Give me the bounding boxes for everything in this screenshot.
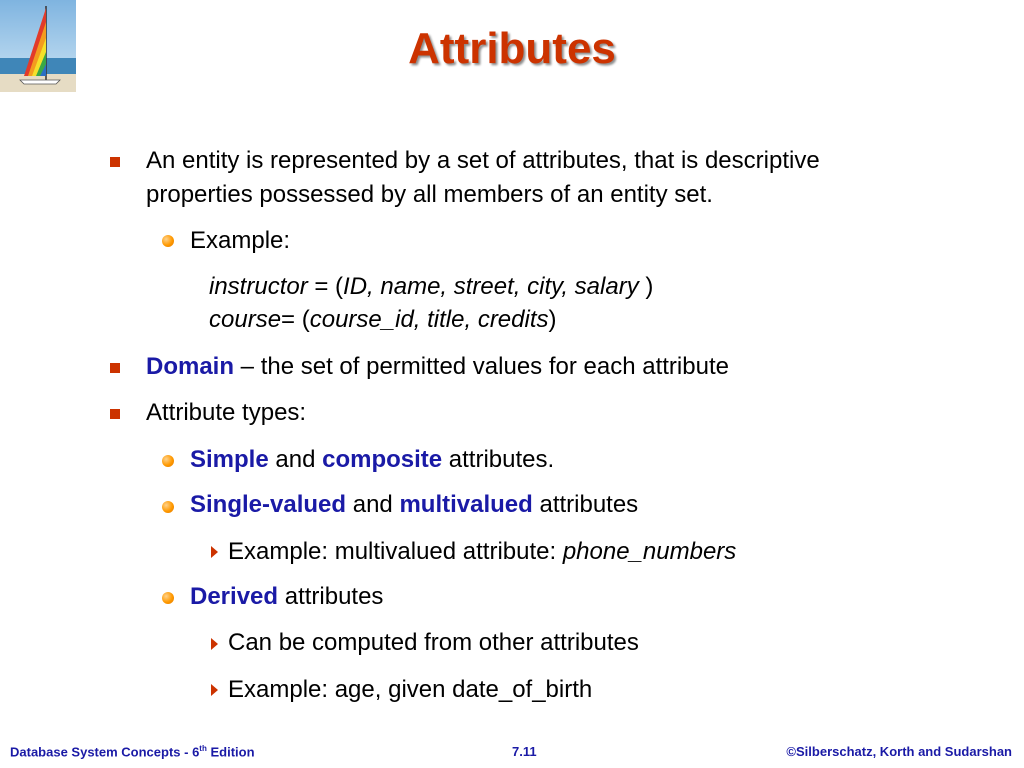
composite-keyword: composite bbox=[322, 446, 443, 473]
simple-rest: attributes. bbox=[442, 446, 555, 473]
square-bullet-icon bbox=[110, 157, 120, 167]
triangle-bullet-icon bbox=[211, 546, 218, 558]
bullet-text-entity-line2: properties possessed by all members of an entity set. bbox=[146, 181, 713, 208]
single-multi-bullet bbox=[190, 490, 638, 520]
instructor-name: instructor bbox=[209, 273, 308, 300]
footer-book-main: Database System Concepts - 6 bbox=[10, 744, 200, 760]
derived-rest: attributes bbox=[278, 583, 384, 610]
instructor-attrs: ID, name, street, city, salary bbox=[343, 273, 639, 300]
derived-keyword: Derived bbox=[190, 583, 279, 610]
simple-keyword: Simple bbox=[190, 446, 269, 473]
square-bullet-icon bbox=[110, 409, 120, 419]
course-attrs: course_id, title, credits bbox=[309, 306, 549, 333]
triangle-bullet-icon bbox=[211, 638, 218, 650]
course-eq: = ( bbox=[281, 306, 310, 333]
multivalued-example-text: Example: multivalued attribute: bbox=[228, 538, 563, 565]
instructor-eq: = ( bbox=[307, 273, 344, 300]
page-title: Attributes bbox=[408, 24, 616, 73]
instructor-schema bbox=[209, 272, 653, 302]
single-valued-keyword: Single-valued bbox=[190, 491, 347, 518]
round-bullet-icon bbox=[162, 455, 174, 467]
derived-sub-example: Example: age, given date_of_birth bbox=[228, 676, 593, 703]
derived-bullet bbox=[190, 582, 383, 612]
square-bullet-icon bbox=[110, 363, 120, 373]
single-rest: attributes bbox=[532, 491, 639, 518]
instructor-close: ) bbox=[638, 273, 654, 300]
footer-book-sup: th bbox=[199, 744, 207, 753]
bullet-text-entity-line1: An entity is represented by a set of attributes, that is descriptive bbox=[146, 147, 820, 174]
footer-book-end: Edition bbox=[206, 744, 255, 760]
example-label: Example: bbox=[190, 227, 291, 254]
course-schema bbox=[209, 305, 557, 335]
round-bullet-icon bbox=[162, 501, 174, 513]
course-close: ) bbox=[548, 306, 557, 333]
domain-bullet bbox=[146, 352, 729, 382]
simple-and: and bbox=[268, 446, 323, 473]
derived-sub-computed: Can be computed from other attributes bbox=[228, 629, 639, 656]
footer-copyright: ©Silberschatz, Korth and Sudarshan bbox=[786, 744, 1012, 759]
domain-keyword: Domain bbox=[146, 353, 235, 380]
round-bullet-icon bbox=[162, 592, 174, 604]
single-and: and bbox=[346, 491, 400, 518]
attribute-types-label: Attribute types: bbox=[146, 399, 307, 426]
footer-page-number: 7.11 bbox=[512, 744, 537, 759]
multivalued-keyword: multivalued bbox=[399, 491, 533, 518]
multivalued-example-value: phone_numbers bbox=[562, 538, 737, 565]
round-bullet-icon bbox=[162, 235, 174, 247]
triangle-bullet-icon bbox=[211, 684, 218, 696]
domain-text: – the set of permitted values for each attribute bbox=[234, 353, 729, 380]
simple-composite-bullet bbox=[190, 445, 554, 475]
course-name: course bbox=[209, 306, 282, 333]
multivalued-example bbox=[228, 537, 736, 567]
footer-book-title bbox=[10, 744, 255, 759]
